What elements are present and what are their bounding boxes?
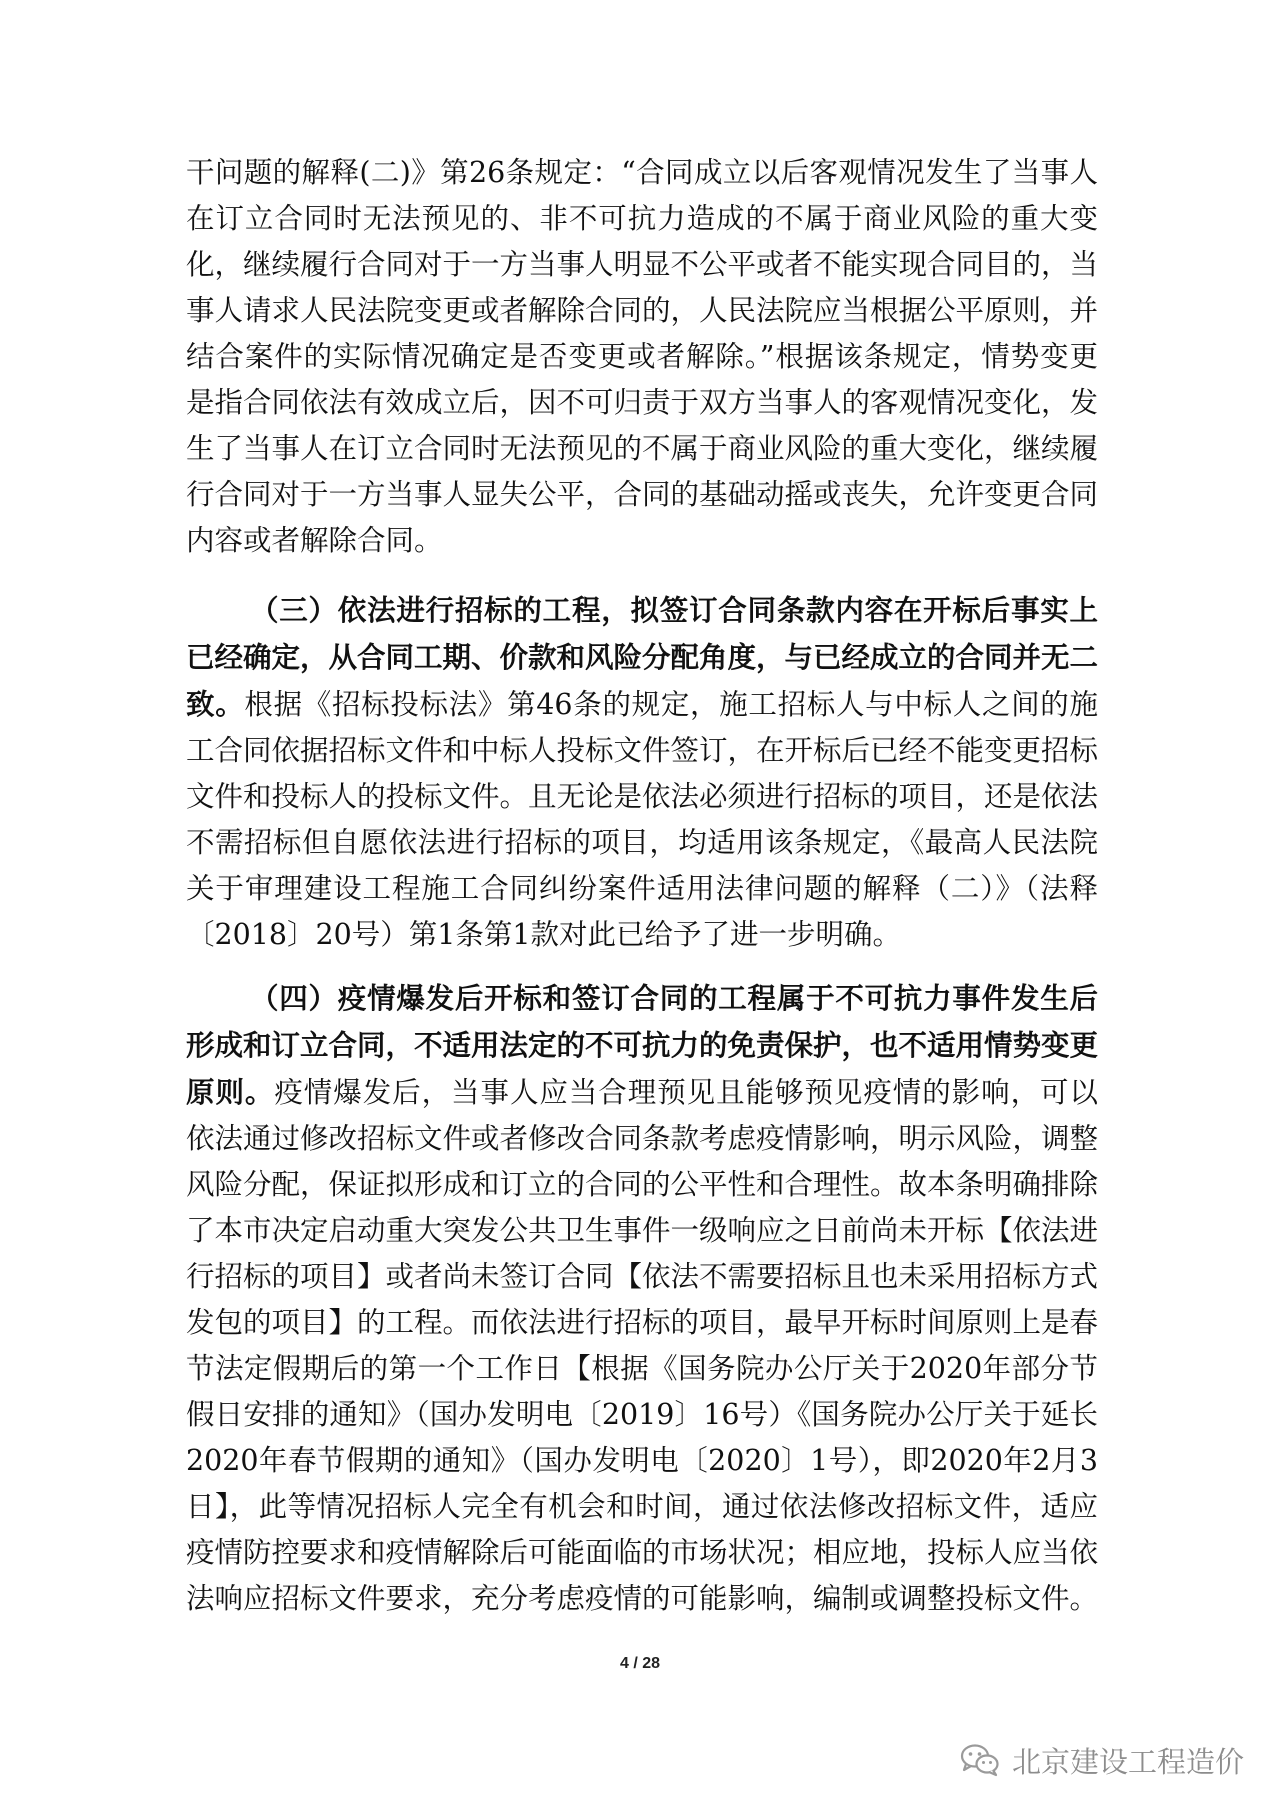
wechat-watermark (960, 1736, 1244, 1784)
watermark-text: 北京建设工程造价 (1012, 1744, 1245, 1779)
section-four-heading: （四）疫情爆发后开标和签订合同的工程属于不可抗力事件发生后形成和订立合同，不适用法定的不可抗力的免责保护，也不适用情势变更原则。 (186, 981, 1099, 1109)
paragraph-section-three (186, 587, 1098, 958)
paragraph-section-four (186, 975, 1098, 1622)
page-number: 4 / 28 (619, 1655, 661, 1672)
paragraph-text: 疫情爆发后，当事人应当合理预见且能够预见疫情的影响，可以依法通过修改招标文件或者修改合同条款考虑疫情影响，明示风险，调整风险分配，保证拟形成和订立的合同的公平性和合理性。故本条明确排除了本市决定启动重大突发公共卫生事件一级响应之日前尚未开标【依法进行招标的项目】或者尚未签订合同【依法不需要招标且也未采用招标方式发包的项目】的工程。而依法进行招标的项目，最早开标时间原则上是春节法定假期后的第一个工作日【根据《国务院办公厅关于2020年部分节假日安排的通知》（国办发明电〔2019〕16号）《国务院办公厅关于延长2020年春节假期的通知》（国办发明电〔2020〕1号），即2020年2月3日】，此等情况招标人完全有机会和时间，通过依法修改招标文件，适应疫情防控要求和疫情解除后可能面临的市场状况；相应地，投标人应当依法响应招标文件要求，充分考虑疫情的可能影响，编制或调整投标文件。 (186, 1076, 1099, 1615)
paragraph-text: 干问题的解释(二)》第26条规定：“合同成立以后客观情况发生了当事人在订立合同时无法预见的、非不可抗力造成的不属于商业风险的重大变化，继续履行合同对于一方当事人明显不公平或者不能实现合同目的，当事人请求人民法院变更或者解除合同的，人民法院应当根据公平原则，并结合案件的实际情况确定是否变更或者解除。”根据该条规定，情势变更是指合同依法有效成立后，因不可归责于双方当事人的客观情况变化，发生了当事人在订立合同时无法预见的不属于商业风险的重大变化，继续履行合同对于一方当事人显失公平，合同的基础动摇或丧失，允许变更合同内容或者解除合同。 (186, 156, 1099, 557)
paragraph-text: 根据《招标投标法》第46条的规定，施工招标人与中标人之间的施工合同依据招标文件和中标人投标文件签订，在开标后已经不能变更招标文件和投标人的投标文件。且无论是依法必须进行招标的项目，还是依法不需招标但自愿依法进行招标的项目，均适用该条规定，《最高人民法院关于审理建设工程施工合同纠纷案件适用法律问题的解释（二）》（法释〔2018〕20号）第1条第1款对此已给予了进一步明确。 (186, 688, 1099, 951)
paragraph-continued-interpretation (186, 150, 1098, 564)
wechat-icon (960, 1743, 1000, 1777)
section-three-heading: （三）依法进行招标的工程，拟签订合同条款内容在开标后事实上已经确定，从合同工期、价款和风险分配角度，与已经成立的合同并无二致。 (186, 593, 1099, 721)
